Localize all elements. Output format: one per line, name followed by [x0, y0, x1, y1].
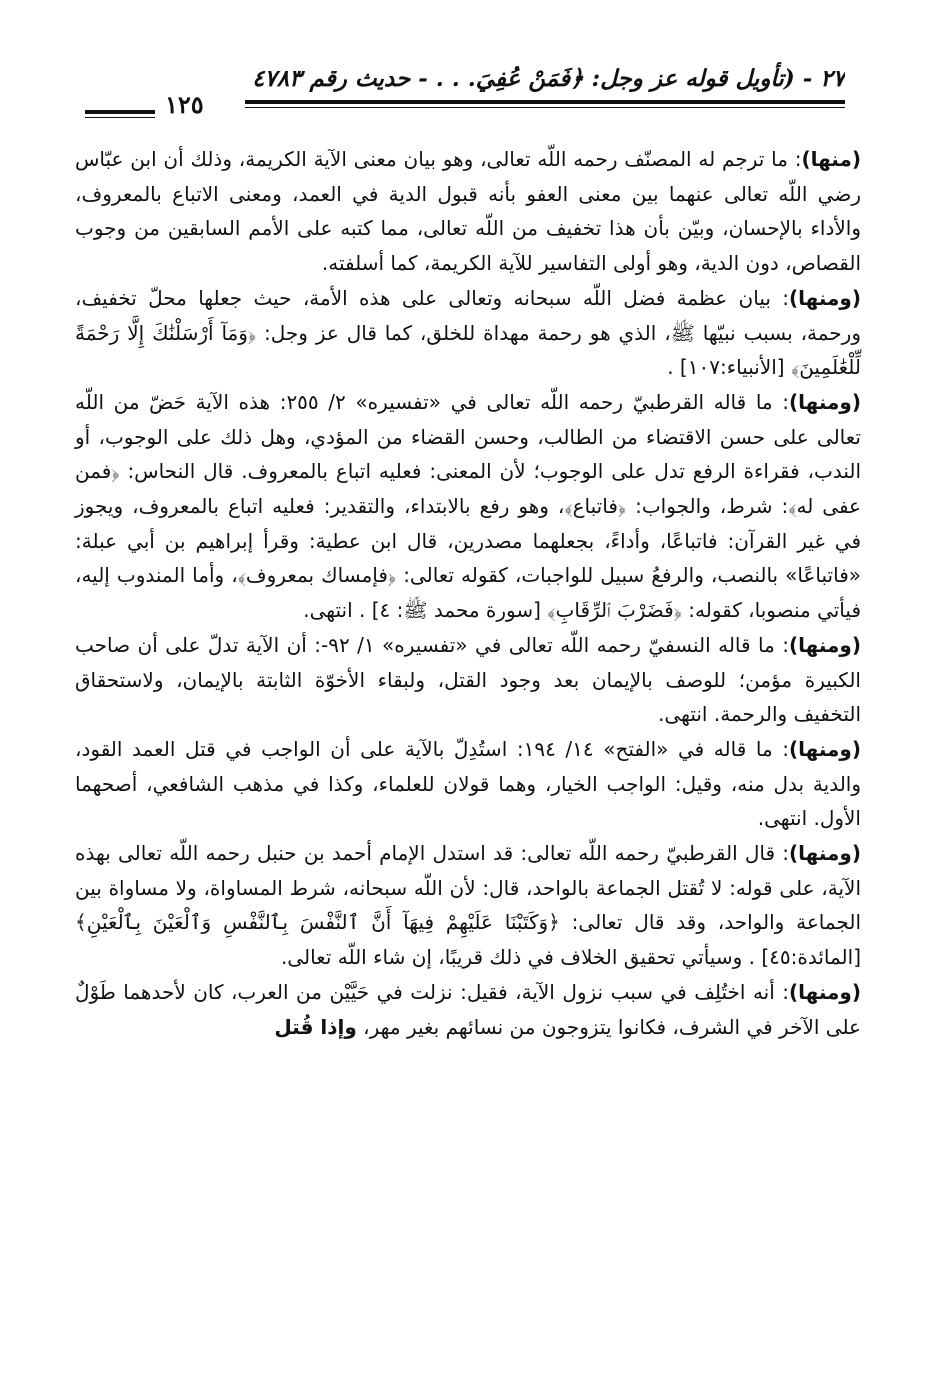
paragraph-label: (ومنها) — [789, 389, 861, 414]
page-number: ١٢٥ — [165, 90, 204, 119]
paragraph-text: : ما ترجم له المصنّف رحمه اللّه تعالى، وهو بيان معنى الآية الكريمة، وذلك أن ابن عبّاس رضي اللّه تعالى عنهما بين معنى العفو بأنه قبول الدية في العمد، ومعنى الاتباع بالمعروف، والأداء بالإحسان، وبيّن بأن هذا تخفيف من اللّه تعالى، مما كتبه على الأمم السابقين من وجوب القصاص، دون الدية، وهو أولى التفاسير للآية الكريمة، كما أسلفته. — [75, 147, 861, 276]
paragraph-label: (ومنها) — [789, 285, 861, 310]
paragraph — [75, 975, 861, 1044]
page-number-rule-thin — [85, 117, 155, 118]
paragraph — [75, 732, 861, 836]
paragraph-bold-tail: وإذا قُتل — [274, 1014, 357, 1039]
paragraph-text: : ما قاله النسفيّ رحمه اللّه تعالى في «تفسيره» ١/ ٩٢-: أن الآية تدلّ على أن صاحب الكبيرة مؤمن؛ للوصف بالإيمان بعد وجود القتل، ولبقاء الأخوّة الثابتة بالإيمان، ولاستحقاق التخفيف والرحمة. انتهى. — [75, 632, 861, 727]
paragraph-text: : ما قاله في «الفتح» ١٤/ ١٩٤: استُدِلّ بالآية على أن الواجب في قتل العمد القود، والدية بدل منه، وقيل: الواجب الخيار، وهما قولان للعلماء، وكذا في مذهب الشافعي، أصحهما الأول. انتهى. — [75, 736, 861, 831]
paragraph-label: (ومنها) — [789, 979, 861, 1004]
page-number-rule-thick — [85, 110, 155, 114]
paragraph — [75, 836, 861, 975]
header-rule-thick — [245, 100, 845, 104]
paragraph-label: (منها) — [801, 147, 861, 171]
body-text — [75, 142, 861, 1044]
paragraph-text: : أنه اختُلِف في سبب نزول الآية، فقيل: نزلت في حَيَّيْن من العرب، كان لأحدهما طَوْلٌ على الآخر في الشرف، فكانوا يتزوجون من نسائهم بغير مهر، — [75, 979, 861, 1039]
paragraph — [75, 142, 861, 281]
paragraph — [75, 385, 861, 628]
paragraph — [75, 628, 861, 732]
paragraph-text: : ما قاله القرطبيّ رحمه اللّه تعالى في «تفسيره» ٢/ ٢٥٥: هذه الآية حَضّ من اللّه تعالى على حسن الاقتضاء من الطالب، وحسن القضاء من المؤدي، وهل ذلك على الوجوب، أو الندب، فقراءة الرفع تدل على الوجوب؛ لأن المعنى: فعليه اتباع بالمعروف. قال النحاس: ﴿فمن عفى له﴾: شرط، والجواب: ﴿فاتباع﴾، وهو رفع بالابتداء، والتقدير: فعليه اتباع بالمعروف، ويجوز في غير القرآن: فاتباعًا، وأداءً، بجعلهما مصدرين، قال ابن عطية: وقرأ إبراهيم بن أبي عبلة: «فاتباعًا» بالنصب، والرفعُ سبيل للواجبات، كقوله تعالى: ﴿فإمساك بمعروف﴾، وأما المندوب إليه، فيأتي منصوبا، كقوله: ﴿فَضَرْبَ ٱلرِّقَابِ﴾ [سورة محمد ﷺ: ٤] . انتهى. — [75, 389, 861, 623]
paragraph-label: (ومنها) — [789, 841, 861, 866]
paragraph-label: (ومنها) — [789, 736, 861, 761]
paragraph-label: (ومنها) — [789, 632, 861, 657]
paragraph-text: : بيان عظمة فضل اللّه سبحانه وتعالى على هذه الأمة، حيث جعلها محلّ تخفيف، ورحمة، بسبب نبيّها ﷺ، الذي هو رحمة مهداة للخلق، كما قال عز وجل: ﴿وَمَآ أَرْسَلْنَٰكَ إِلَّا رَحْمَةً لِّلْعَٰلَمِينَ﴾ [الأنبياء:١٠٧] . — [75, 285, 861, 380]
paragraph-text: : قال القرطبيّ رحمه اللّه تعالى: قد استدل الإمام أحمد بن حنبل رحمه اللّه تعالى بهذه الآية، على قوله: لا تُقتل الجماعة بالواحد، قال: لأن اللّه سبحانه، شرط المساواة، ولا مساواة بين الجماعة والواحد، وقد قال تعالى: ﴿وَكَتَبْنَا عَلَيْهِمْ فِيهَآ أَنَّ ٱلنَّفْسَ بِٱلنَّفْسِ وَٱلْعَيْنَ بِٱلْعَيْنِ﴾ [المائدة:٤٥] . وسيأتي تحقيق الخلاف في ذلك قريبًا، إن شاء اللّه تعالى. — [75, 841, 861, 970]
paragraph — [75, 281, 861, 385]
chapter-header-title: ٢٧ - (تأويل قوله عز وجل: ﴿فَمَنْ عُفِيَ. . . - حديث رقم ٤٧٨٣ — [252, 65, 845, 92]
header-rule-thin — [245, 107, 845, 108]
page-header — [85, 62, 845, 122]
